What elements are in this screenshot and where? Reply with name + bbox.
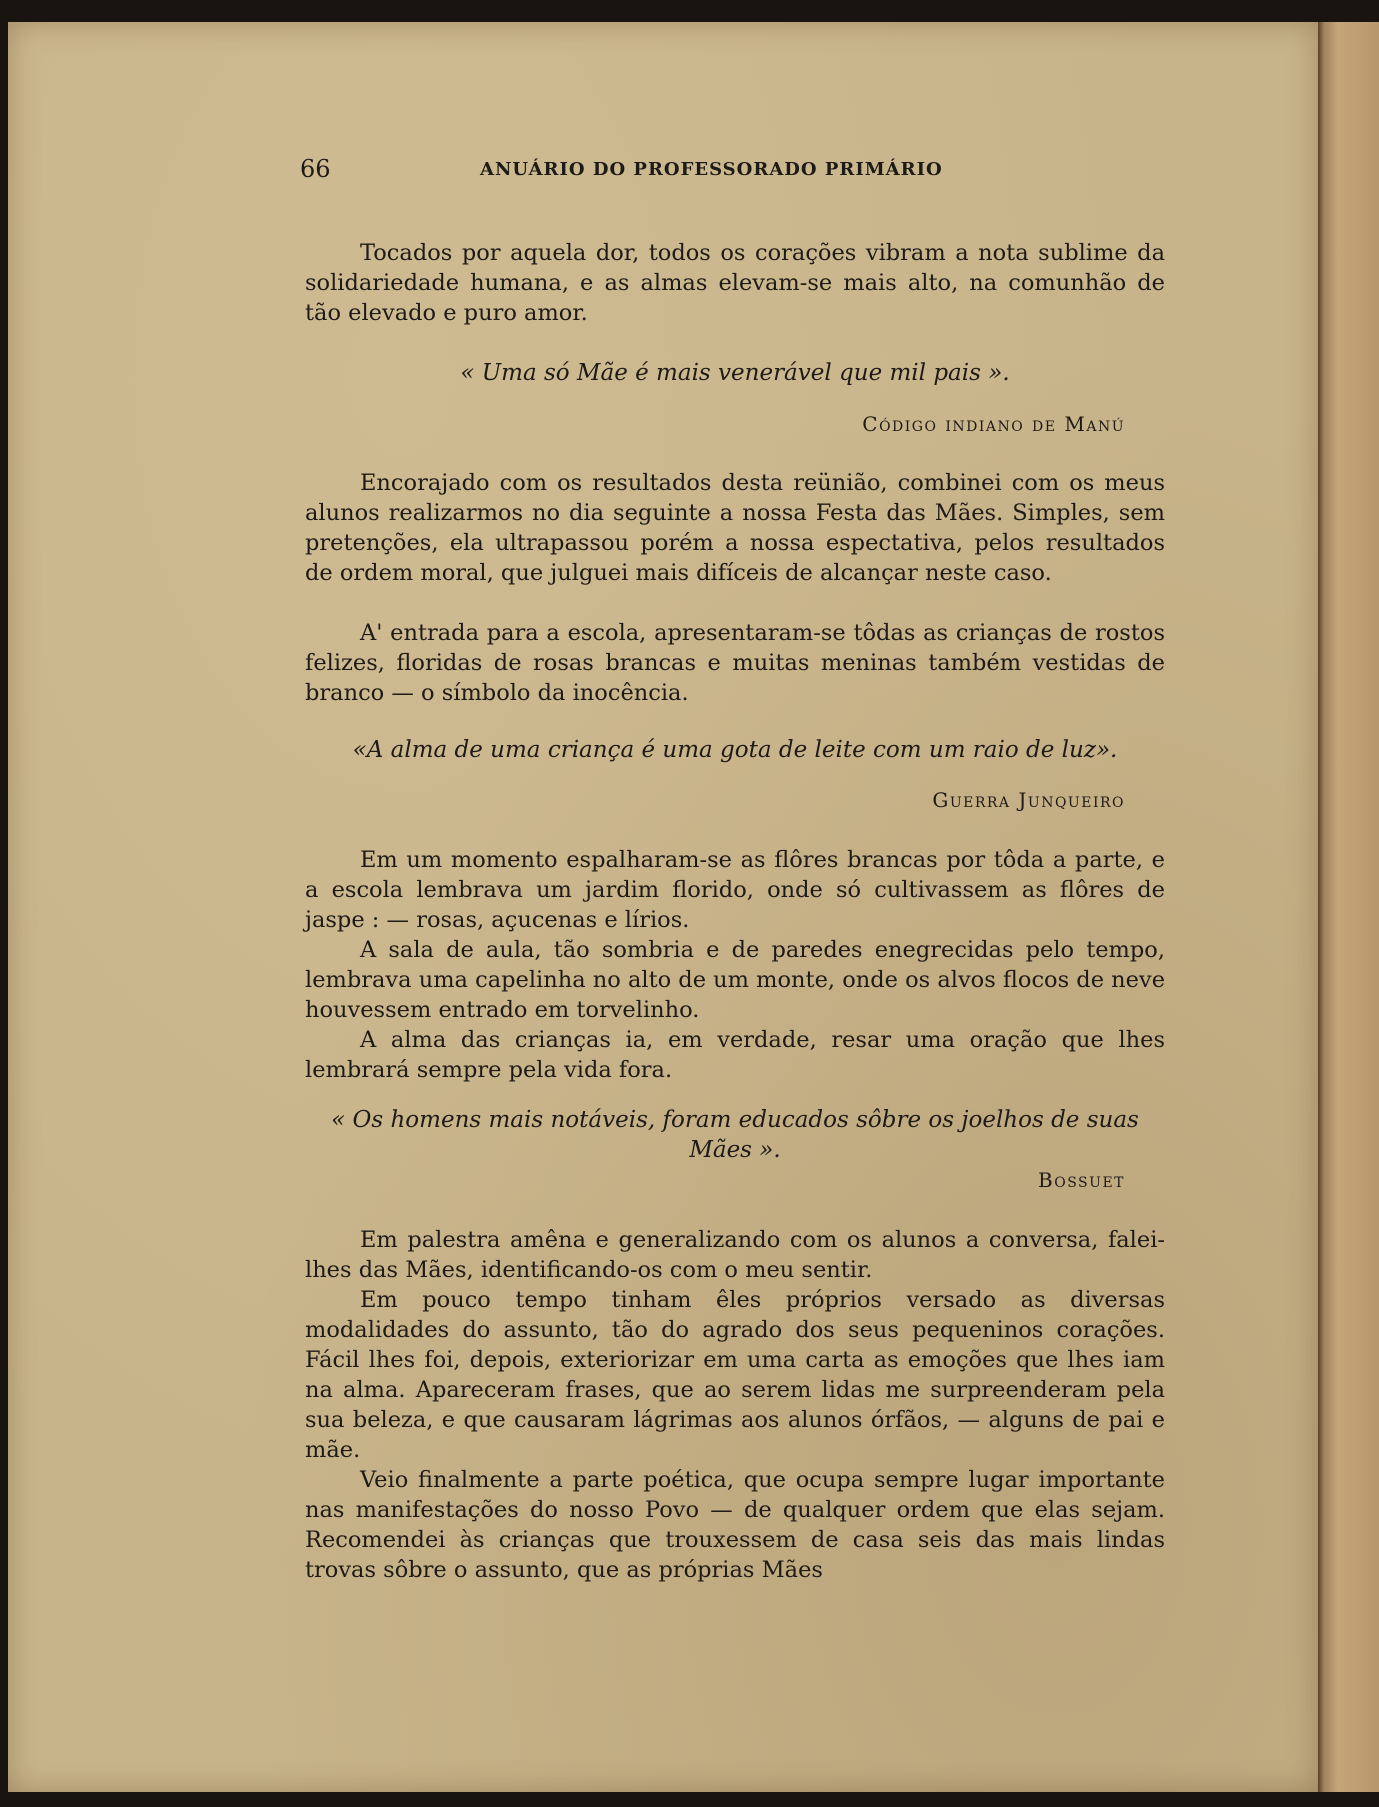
epigraph-3 [305,1105,1165,1165]
running-title: ANUÁRIO DO PROFESSORADO PRIMÁRIO [480,159,943,180]
quote-author: Código indiano de Manú [862,412,1125,436]
paragraph-text: Encorajado com os resultados desta reünião, combinei com os meus alunos realizarmos no dia seguinte a nossa Festa das Mães. Simples, sem pretenções, ela ultrapassou porém a nossa espectativa, pelos resultados de ordem moral, que julguei mais difíceis de alcançar neste caso. [305,470,1165,586]
paragraph-1 [305,238,1165,328]
paragraph-5 [305,935,1165,1025]
epigraph-1-author [305,412,1165,436]
paragraph-8 [305,1285,1165,1465]
paragraph-text: Em pouco tempo tinham êles próprios versado as diversas modalidades do assunto, tão do agrado dos seus pequeninos corações. Fácil lhes foi, depois, exteriorizar em uma carta as emoções que lhes iam na alma. Apareceram frases, que ao serem lidas me surpreenderam pela sua beleza, e que causaram lágrimas aos alunos órfãos, — alguns de pai e mãe. [305,1287,1165,1463]
paragraph-text: A sala de aula, tão sombria e de paredes enegrecidas pelo tempo, lembrava uma capelinha no alto de um monte, onde os alvos flocos de neve houvessem entrado em torvelinho. [305,937,1166,1023]
paragraph-9 [305,1465,1165,1585]
adjacent-page-edge [1318,22,1379,1792]
page-header [300,155,1180,189]
paragraph-text: Em palestra amêna e generalizando com os alunos a conversa, falei-lhes das Mães, identificando-os com o meu sentir. [305,1227,1165,1283]
paragraph-text: A alma das crianças ia, em verdade, resar uma oração que lhes lembrará sempre pela vida fora. [305,1027,1165,1083]
quote-author: Guerra Junqueiro [932,788,1125,812]
epigraph-2 [305,735,1165,765]
paragraph-text: A' entrada para a escola, apresentaram-se tôdas as crianças de rostos felizes, floridas de rosas brancas e muitas meninas também vestidas de branco — o símbolo da inocência. [305,620,1165,706]
paragraph-4 [305,845,1165,935]
quote-text: « Uma só Mãe é mais venerável que mil pais ». [460,360,1010,386]
quote-text: « Os homens mais notáveis, foram educados sôbre os joelhos de suas Mães ». [331,1107,1139,1163]
paragraph-3 [305,618,1165,708]
paragraph-7 [305,1225,1165,1285]
epigraph-2-author [305,788,1165,812]
quote-text: «A alma de uma criança é uma gota de leite com um raio de luz». [352,737,1118,763]
epigraph-3-author [305,1168,1165,1192]
paragraph-text: Tocados por aquela dor, todos os corações vibram a nota sublime da solidariedade humana, e as almas elevam-se mais alto, na comunhão de tão elevado e puro amor. [305,240,1165,326]
paragraph-2 [305,468,1165,588]
paragraph-text: Veio finalmente a parte poética, que ocupa sempre lugar importante nas manifestações do nosso Povo — de qualquer ordem que elas sejam. Recomendei às crianças que trouxessem de casa seis das mais lindas trovas sôbre o assunto, que as próprias Mães [305,1467,1165,1583]
epigraph-1 [305,358,1165,388]
quote-author: Bossuet [1038,1168,1125,1192]
paragraph-text: Em um momento espalharam-se as flôres brancas por tôda a parte, e a escola lembrava um jardim florido, onde só cultivassem as flôres de jaspe : — rosas, açucenas e lírios. [305,847,1165,933]
paragraph-6 [305,1025,1165,1085]
page-number: 66 [300,155,331,183]
